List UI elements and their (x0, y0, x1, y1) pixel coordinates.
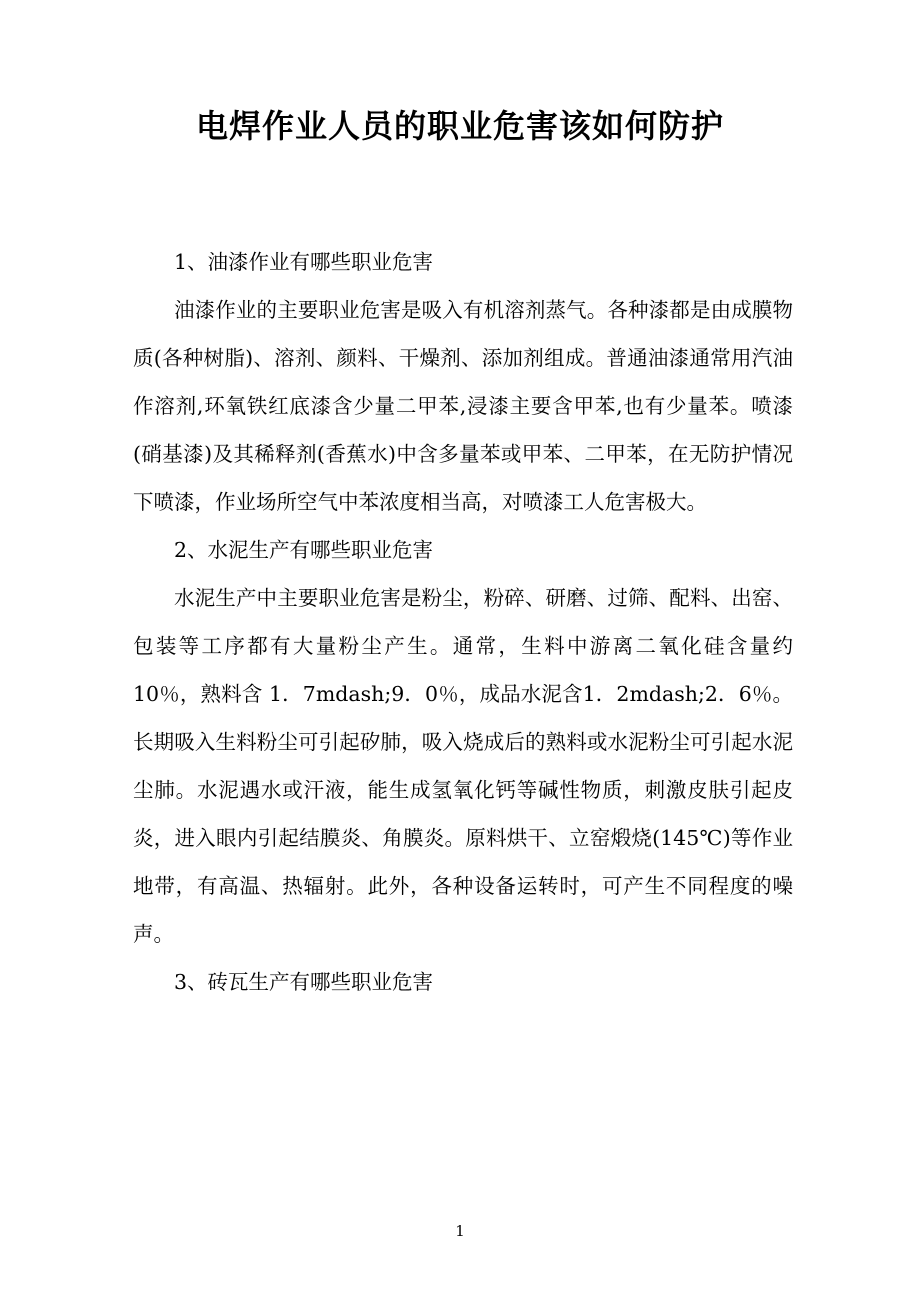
page-title: 电焊作业人员的职业危害该如何防护 (195, 107, 724, 145)
section-paragraph-2: 水泥生产中主要职业危害是粉尘，粉碎、研磨、过筛、配料、出窑、包装等工序都有大量粉尘产生。通常，生料中游离二氧化硅含量约 10％，熟料含 1．7mdash;9．0％，成品水泥含1．2mdash;2．6％。长期吸入生料粉尘可引起矽肺，吸入烧成后的熟料或水泥粉尘可引起水泥尘肺。水泥遇水或汗液，能生成氢氧化钙等碱性物质，刺激皮肤引起皮炎，进入眼内引起结膜炎、角膜炎。原料烘干、立窑煅烧(145℃)等作业地带，有高温、热辐射。此外，各种设备运转时，可产生不同程度的噪声。 (133, 586, 793, 946)
section-heading-3: 3、砖瓦生产有哪些职业危害 (174, 970, 434, 994)
page-number: 1 (455, 1222, 465, 1240)
section-paragraph-1: 油漆作业的主要职业危害是吸入有机溶剂蒸气。各种漆都是由成膜物质(各种树脂)、溶剂、颜料、干燥剂、添加剂组成。普通油漆通常用汽油作溶剂,环氧铁红底漆含少量二甲苯,浸漆主要含甲苯,也有少量苯。喷漆(硝基漆)及其稀释剂(香蕉水)中含多量苯或甲苯、二甲苯，在无防护情况下喷漆，作业场所空气中苯浓度相当高，对喷漆工人危害极大。 (133, 298, 793, 514)
document-body (133, 238, 793, 1006)
section-heading-2: 2、水泥生产有哪些职业危害 (174, 538, 434, 562)
section-heading-1: 1、油漆作业有哪些职业危害 (174, 250, 434, 274)
